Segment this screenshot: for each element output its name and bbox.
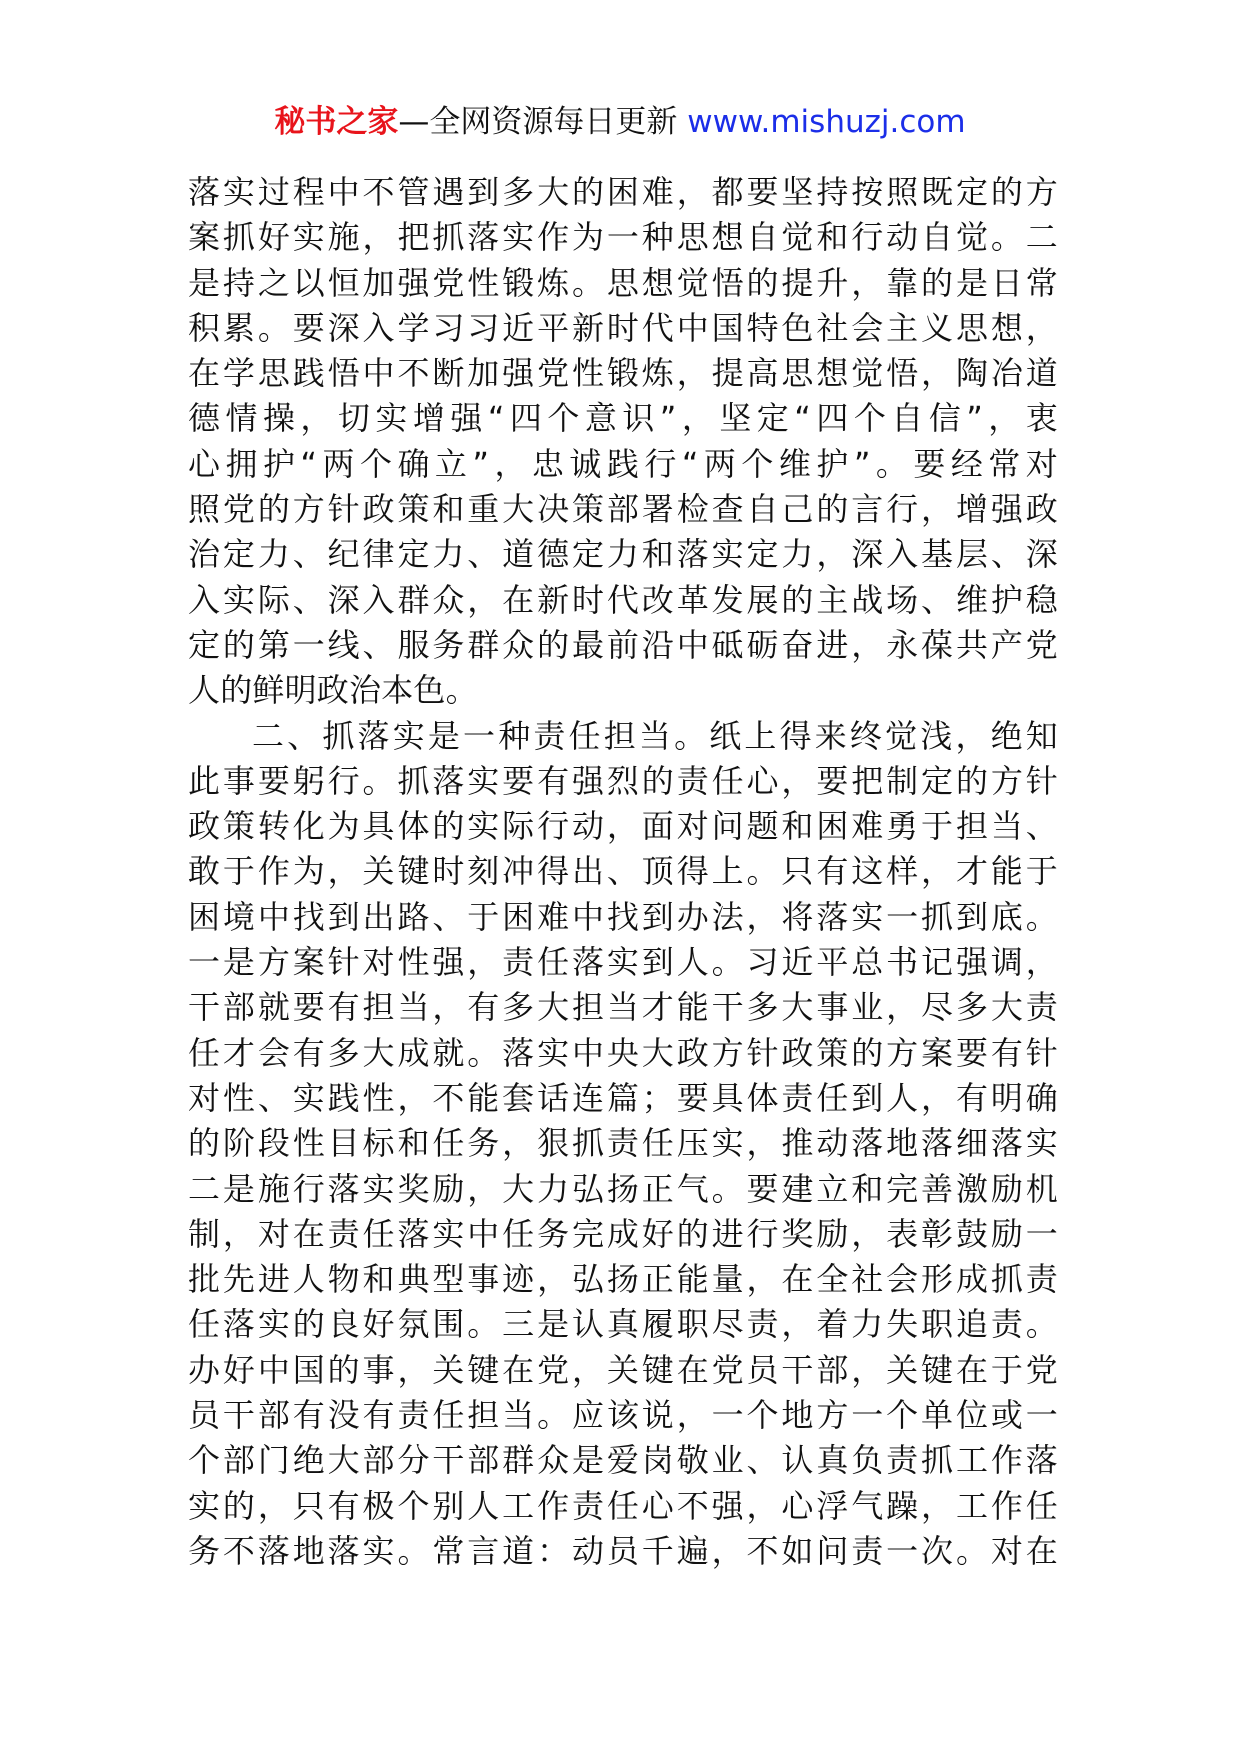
text-line: 积累。要深入学习习近平新时代中国特色社会主义思想， bbox=[188, 308, 1058, 347]
text-line: 人的鲜明政治本色。 bbox=[188, 671, 478, 710]
text-line: 政策转化为具体的实际行动，面对问题和困难勇于担当、 bbox=[188, 807, 1058, 846]
text-line: 二是施行落实奖励，大力弘扬正气。要建立和完善激励机 bbox=[188, 1169, 1058, 1208]
site-header bbox=[0, 100, 1240, 144]
text-line: 照党的方针政策和重大决策部署检查自己的言行，增强政 bbox=[188, 490, 1058, 529]
text-line: 的阶段性目标和任务，狠抓责任压实，推动落地落细落实 bbox=[188, 1124, 1058, 1163]
text-line: 办好中国的事，关键在党，关键在党员干部，关键在于党 bbox=[188, 1350, 1058, 1389]
text-line: 任才会有多大成就。落实中央大政方针政策的方案要有针 bbox=[188, 1033, 1058, 1072]
text-line: 干部就要有担当，有多大担当才能干多大事业，尽多大责 bbox=[188, 988, 1058, 1027]
text-line: 个部门绝大部分干部群众是爱岗敬业、认真负责抓工作落 bbox=[188, 1441, 1058, 1480]
text-line: 困境中找到出路、于困难中找到办法，将落实一抓到底。 bbox=[188, 897, 1058, 936]
text-line: 德情操，切实增强“四个意识”，坚定“四个自信”，衷 bbox=[188, 399, 1058, 438]
text-line: 批先进人物和典型事迹，弘扬正能量，在全社会形成抓责 bbox=[188, 1260, 1058, 1299]
text-line: 治定力、纪律定力、道德定力和落实定力，深入基层、深 bbox=[188, 535, 1058, 574]
text-line: 入实际、深入群众，在新时代改革发展的主战场、维护稳 bbox=[188, 580, 1058, 619]
text-line: 落实过程中不管遇到多大的困难，都要坚持按照既定的方 bbox=[188, 173, 1058, 211]
text-line: 敢于作为，关键时刻冲得出、顶得上。只有这样，才能于 bbox=[188, 852, 1058, 891]
document-body bbox=[188, 170, 1058, 1574]
text-line: 是持之以恒加强党性锻炼。思想觉悟的提升，靠的是日常 bbox=[188, 263, 1058, 302]
text-line: 实的，只有极个别人工作责任心不强，心浮气躁，工作任 bbox=[188, 1486, 1058, 1525]
site-url-link[interactable]: www.mishuzj.com bbox=[687, 104, 966, 140]
site-brand: 秘书之家 bbox=[274, 104, 399, 140]
text-line: 制，对在责任落实中任务完成好的进行奖励，表彰鼓励一 bbox=[188, 1214, 1058, 1253]
text-line: 任落实的良好氛围。三是认真履职尽责，着力失职追责。 bbox=[188, 1305, 1058, 1344]
text-line: 案抓好实施，把抓落实作为一种思想自觉和行动自觉。二 bbox=[188, 218, 1058, 257]
text-line: 定的第一线、服务群众的最前沿中砥砺奋进，永葆共产党 bbox=[188, 625, 1058, 664]
text-line: 对性、实践性，不能套话连篇；要具体责任到人，有明确 bbox=[188, 1078, 1058, 1117]
text-line: 二、抓落实是一种责任担当。纸上得来终觉浅，绝知 bbox=[252, 716, 1058, 755]
text-line: 心拥护“两个确立”，忠诚践行“两个维护”。要经常对 bbox=[188, 444, 1058, 483]
text-line: 此事要躬行。抓落实要有强烈的责任心，要把制定的方针 bbox=[188, 761, 1058, 800]
text-line: 务不落地落实。常言道：动员千遍，不如问责一次。对在 bbox=[188, 1531, 1058, 1570]
text-line: 员干部有没有责任担当。应该说，一个地方一个单位或一 bbox=[188, 1396, 1058, 1435]
site-tagline: —全网资源每日更新 bbox=[398, 104, 678, 140]
text-line: 在学思践悟中不断加强党性锻炼，提高思想觉悟，陶冶道 bbox=[188, 354, 1058, 393]
text-line: 一是方案针对性强，责任落实到人。习近平总书记强调， bbox=[188, 943, 1058, 982]
